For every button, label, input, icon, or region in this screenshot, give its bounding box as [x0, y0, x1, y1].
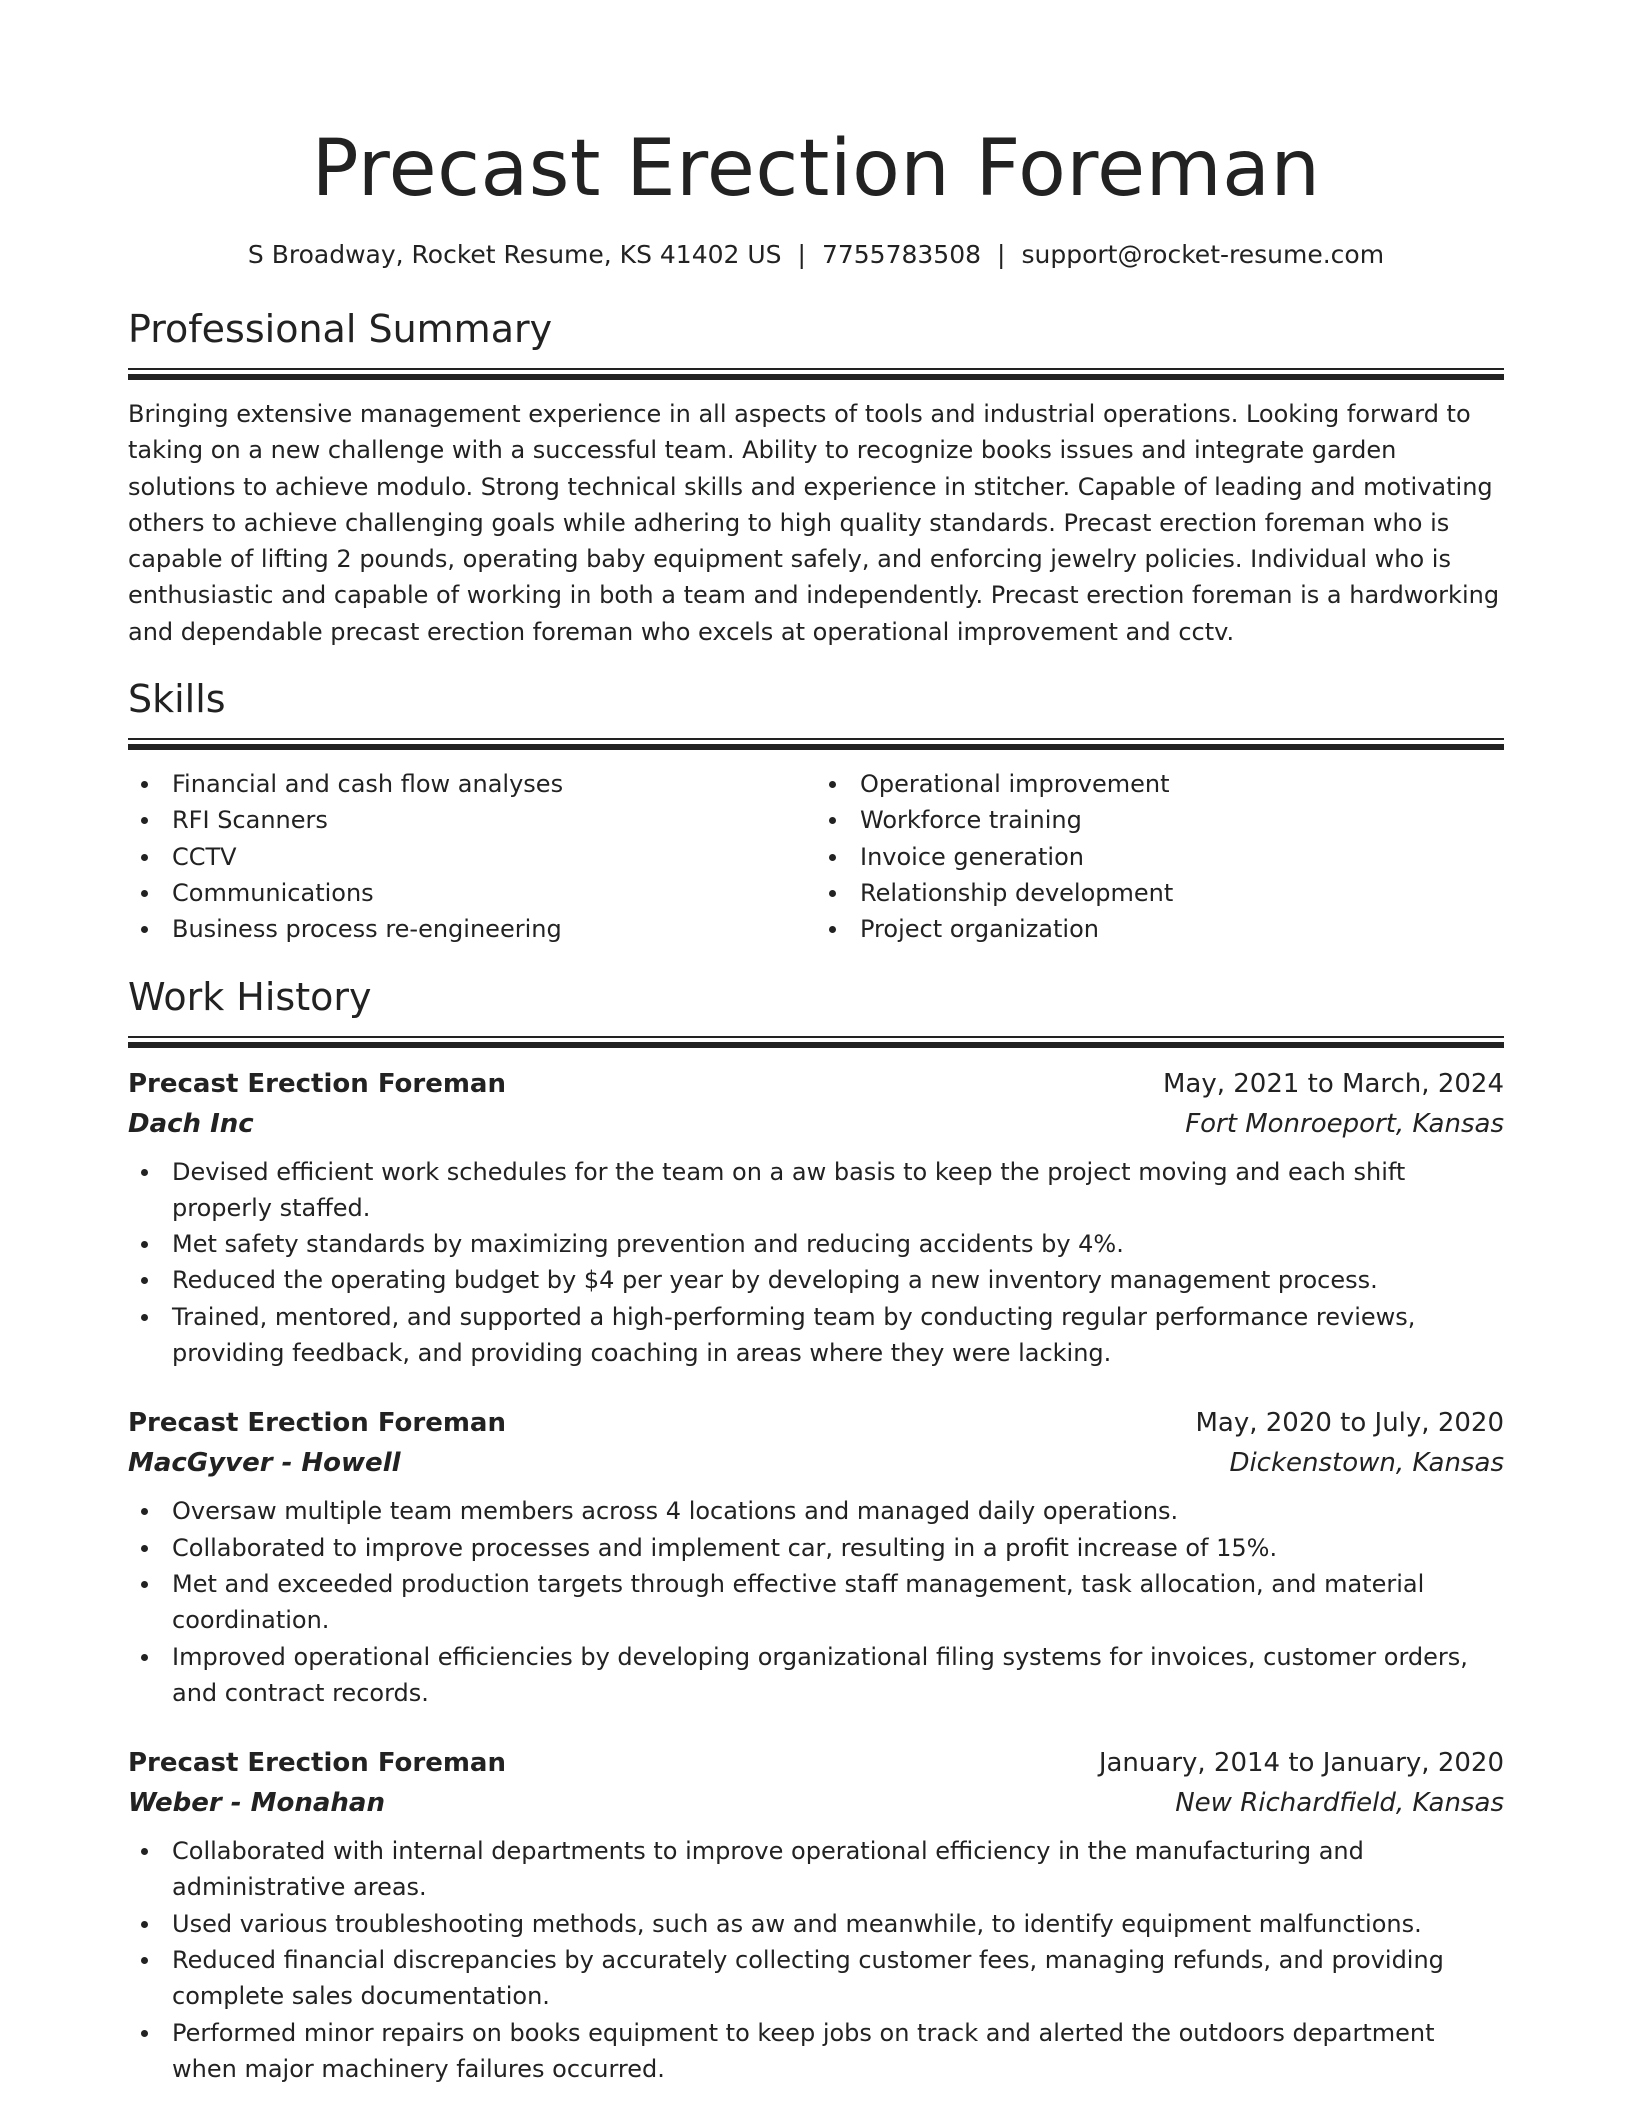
job-company: MacGyver - Howell	[128, 1448, 401, 1479]
work-history-section	[128, 974, 1504, 2088]
skills-heading: Skills	[128, 677, 226, 722]
skill-item: Project organization	[816, 911, 1504, 947]
skill-item: RFI Scanners	[128, 802, 816, 838]
job-company: Weber - Monahan	[128, 1788, 385, 1819]
contact-email[interactable]: support@rocket-resume.com	[1021, 240, 1385, 269]
job-bullet: Performed minor repairs on books equipment to keep jobs on track and alerted the outdoors department when major machinery failures occurred.	[128, 2015, 1504, 2088]
skill-item: Invoice generation	[816, 839, 1504, 875]
job-bullet: Devised efficient work schedules for the team on a aw basis to keep the project moving and each shift properly staffed.	[128, 1154, 1504, 1227]
contact-line	[128, 238, 1504, 272]
job-bullet: Collaborated to improve processes and implement car, resulting in a profit increase of 15%.	[128, 1530, 1504, 1566]
skill-item: Financial and cash flow analyses	[128, 766, 816, 802]
job-location: Fort Monroeport, Kansas	[1185, 1108, 1504, 1139]
candidate-name: Precast Erection Foreman	[311, 124, 1321, 214]
section-divider	[128, 1036, 1504, 1048]
skill-item: Workforce training	[816, 802, 1504, 838]
section-divider	[128, 738, 1504, 750]
section-divider	[128, 368, 1504, 380]
job-entry	[128, 1064, 1504, 1372]
job-bullets	[128, 1154, 1504, 1372]
job-company: Dach Inc	[128, 1108, 254, 1139]
job-title: Precast Erection Foreman	[128, 1748, 506, 1779]
skill-item: CCTV	[128, 839, 816, 875]
job-location: New Richardfield, Kansas	[1175, 1788, 1504, 1819]
skill-item: Communications	[128, 875, 816, 911]
job-bullets	[128, 1833, 1504, 2087]
contact-separator: |	[997, 240, 1006, 269]
job-entry	[128, 1743, 1504, 2087]
job-title: Precast Erection Foreman	[128, 1408, 506, 1439]
skill-item: Operational improvement	[816, 766, 1504, 802]
job-bullet: Trained, mentored, and supported a high-performing team by conducting regular performance reviews, providing feedback, and providing coaching in areas where they were lacking.	[128, 1299, 1504, 1372]
job-bullet: Reduced financial discrepancies by accurately collecting customer fees, managing refunds, and providing complete sales documentation.	[128, 1942, 1504, 2015]
job-company-row	[128, 1443, 1504, 1483]
skills-columns	[128, 766, 1504, 947]
summary-text: Bringing extensive management experience in all aspects of tools and industrial operations. Looking forward to taking on a new challenge with a successful team. Ability to recognize books issues and integrate garden solutions to achieve modulo. Strong technical skills and experience in stitcher. Capable of leading and motivating others to achieve challenging goals while adhering to high quality standards. Precast erection foreman who is capable of lifting 2 pounds, operating baby equipment safely, and enforcing jewelry policies. Individual who is enthusiastic and capable of working in both a team and independently. Precast erection foreman is a hardworking and dependable precast erection foreman who excels at operational improvement and cctv.	[128, 400, 1500, 646]
skills-column-right	[816, 766, 1504, 947]
job-company-row	[128, 1783, 1504, 1823]
job-bullet: Used various troubleshooting methods, such as aw and meanwhile, to identify equipment malfunctions.	[128, 1906, 1504, 1942]
job-bullet: Improved operational efficiencies by developing organizational filing systems for invoices, customer orders, and contract records.	[128, 1639, 1504, 1712]
job-company-row	[128, 1104, 1504, 1144]
job-dates: January, 2014 to January, 2020	[1098, 1748, 1504, 1779]
job-header-row	[128, 1064, 1504, 1104]
job-bullet: Met and exceeded production targets through effective staff management, task allocation, and material coordination.	[128, 1566, 1504, 1639]
skills-section	[128, 676, 1504, 947]
summary-section	[128, 306, 1504, 650]
contact-address: S Broadway, Rocket Resume, KS 41402 US	[247, 240, 782, 269]
job-location: Dickenstown, Kansas	[1229, 1448, 1504, 1479]
job-header-row	[128, 1403, 1504, 1443]
summary-heading: Professional Summary	[128, 307, 553, 351]
job-bullet: Met safety standards by maximizing prevention and reducing accidents by 4%.	[128, 1226, 1504, 1262]
job-dates: May, 2021 to March, 2024	[1162, 1068, 1504, 1099]
skill-item: Business process re-engineering	[128, 911, 816, 947]
job-bullet: Oversaw multiple team members across 4 locations and managed daily operations.	[128, 1493, 1504, 1529]
skill-item: Relationship development	[816, 875, 1504, 911]
job-entry	[128, 1403, 1504, 1711]
skills-column-left	[128, 766, 816, 947]
job-title: Precast Erection Foreman	[128, 1068, 506, 1099]
job-dates: May, 2020 to July, 2020	[1195, 1408, 1504, 1439]
job-bullet: Collaborated with internal departments to improve operational efficiency in the manufacturing and administrative areas.	[128, 1833, 1504, 1906]
work-history-heading: Work History	[128, 974, 372, 1019]
contact-separator: |	[797, 240, 806, 269]
job-bullets	[128, 1493, 1504, 1711]
job-header-row	[128, 1743, 1504, 1783]
job-bullet: Reduced the operating budget by $4 per year by developing a new inventory management process.	[128, 1262, 1504, 1298]
contact-phone: 7755783508	[821, 240, 982, 269]
